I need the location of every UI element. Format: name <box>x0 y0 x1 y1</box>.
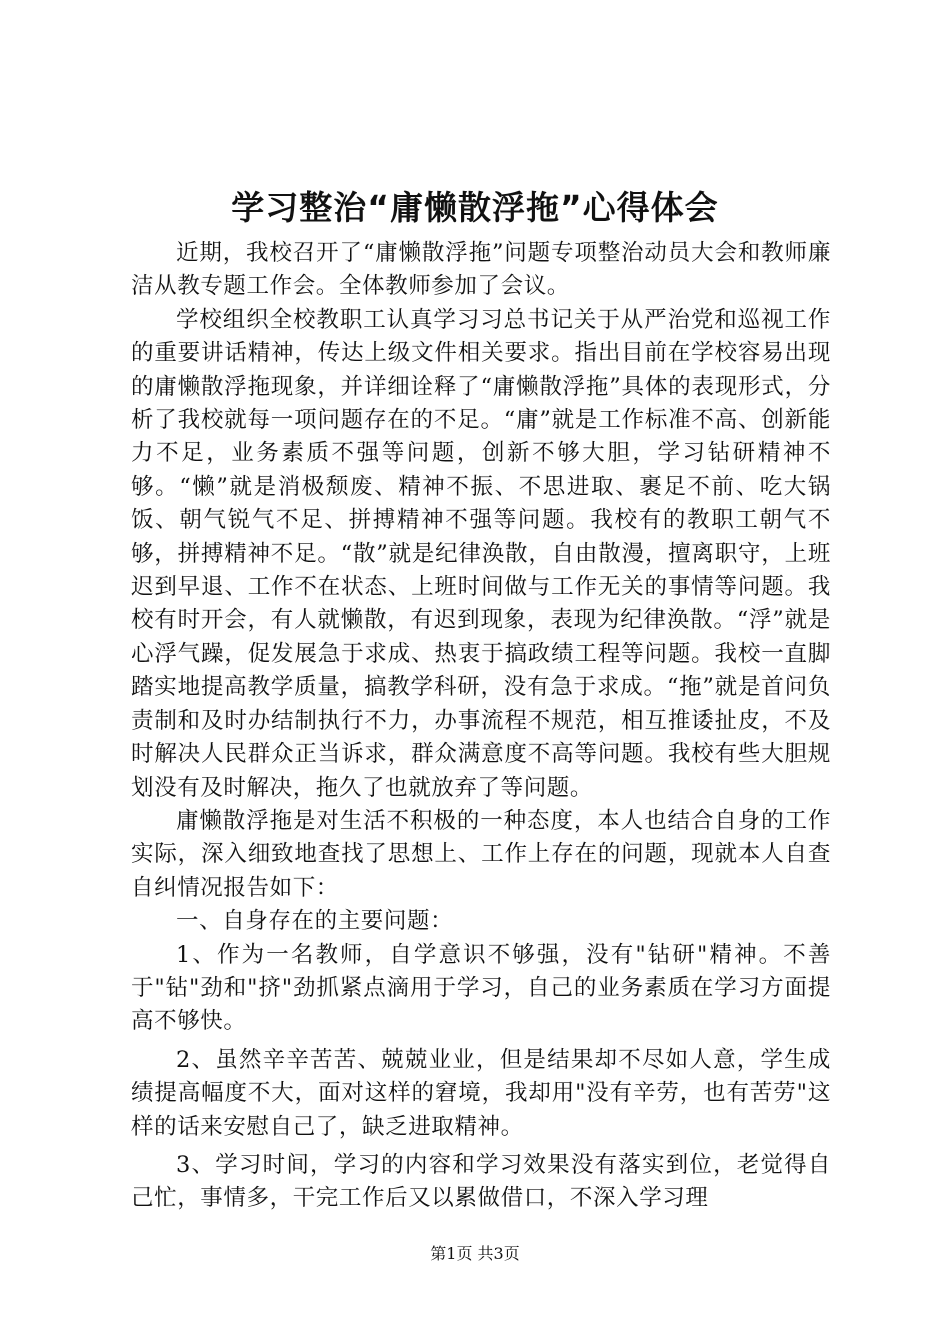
paragraph-intro: 近期，我校召开了“庸懒散浮拖”问题专项整治动员大会和教师廉洁从教专题工作会。全体教师参加了会议。 <box>131 240 831 300</box>
page-footer: 第1页 共3页 <box>430 1244 520 1263</box>
problem-item-3: 3、学习时间，学习的内容和学习效果没有落实到位，老觉得自己忙，事情多，干完工作后又以累做借口，不深入学习理 <box>131 1151 831 1212</box>
document-body <box>131 237 831 1216</box>
paragraph-self-check: 庸懒散浮拖是对生活不积极的一种态度，本人也结合自身的工作实际，深入细致地查找了思想上、工作上存在的问题，现就本人自查自纠情况报告如下： <box>131 807 831 901</box>
section-heading-problems: 一、自身存在的主要问题： <box>176 908 454 935</box>
document-title: 学习整治“庸懒散浮拖”心得体会 <box>231 188 719 227</box>
paragraph-study: 学校组织全校教职工认真学习习总书记关于从严治党和巡视工作的重要讲话精神，传达上级文件相关要求。指出目前在学校容易出现的庸懒散浮拖现象，并详细诠释了“庸懒散浮拖”具体的表现形式，分析了我校就每一项问题存在的不足。“庸”就是工作标准不高、创新能力不足，业务素质不强等问题，创新不够大胆，学习钻研精神不够。“懒”就是消极颓废、精神不振、不思进取、裹足不前、吃大锅饭、朝气锐气不足、拼搏精神不强等问题。我校有的教职工朝气不够，拼搏精神不足。“散”就是纪律涣散，自由散漫，擅离职守，上班迟到早退、工作不在状态、上班时间做与工作无关的事情等问题。我校有时开会，有人就懒散，有迟到现象，表现为纪律涣散。“浮”就是心浮气躁，促发展急于求成、热衷于搞政绩工程等问题。我校一直脚踏实地提高教学质量，搞教学科研，没有急于求成。“拖”就是首问负责制和及时办结制执行不力，办事流程不规范，相互推诿扯皮，不及时解决人民群众正当诉求，群众满意度不高等问题。我校有些大胆规划没有及时解决，拖久了也就放弃了等问题。 <box>131 306 831 801</box>
problem-item-1: 1、作为一名教师，自学意识不够强，没有"钻研"精神。不善于"钻"劲和"挤"劲抓紧点滴用于学习，自己的业务素质在学习方面提高不够快。 <box>131 941 831 1035</box>
problem-item-2: 2、虽然辛辛苦苦、兢兢业业，但是结果却不尽如人意，学生成绩提高幅度不大，面对这样的窘境，我却用"没有辛劳，也有苦劳"这样的话来安慰自己了，缺乏进取精神。 <box>131 1046 831 1140</box>
